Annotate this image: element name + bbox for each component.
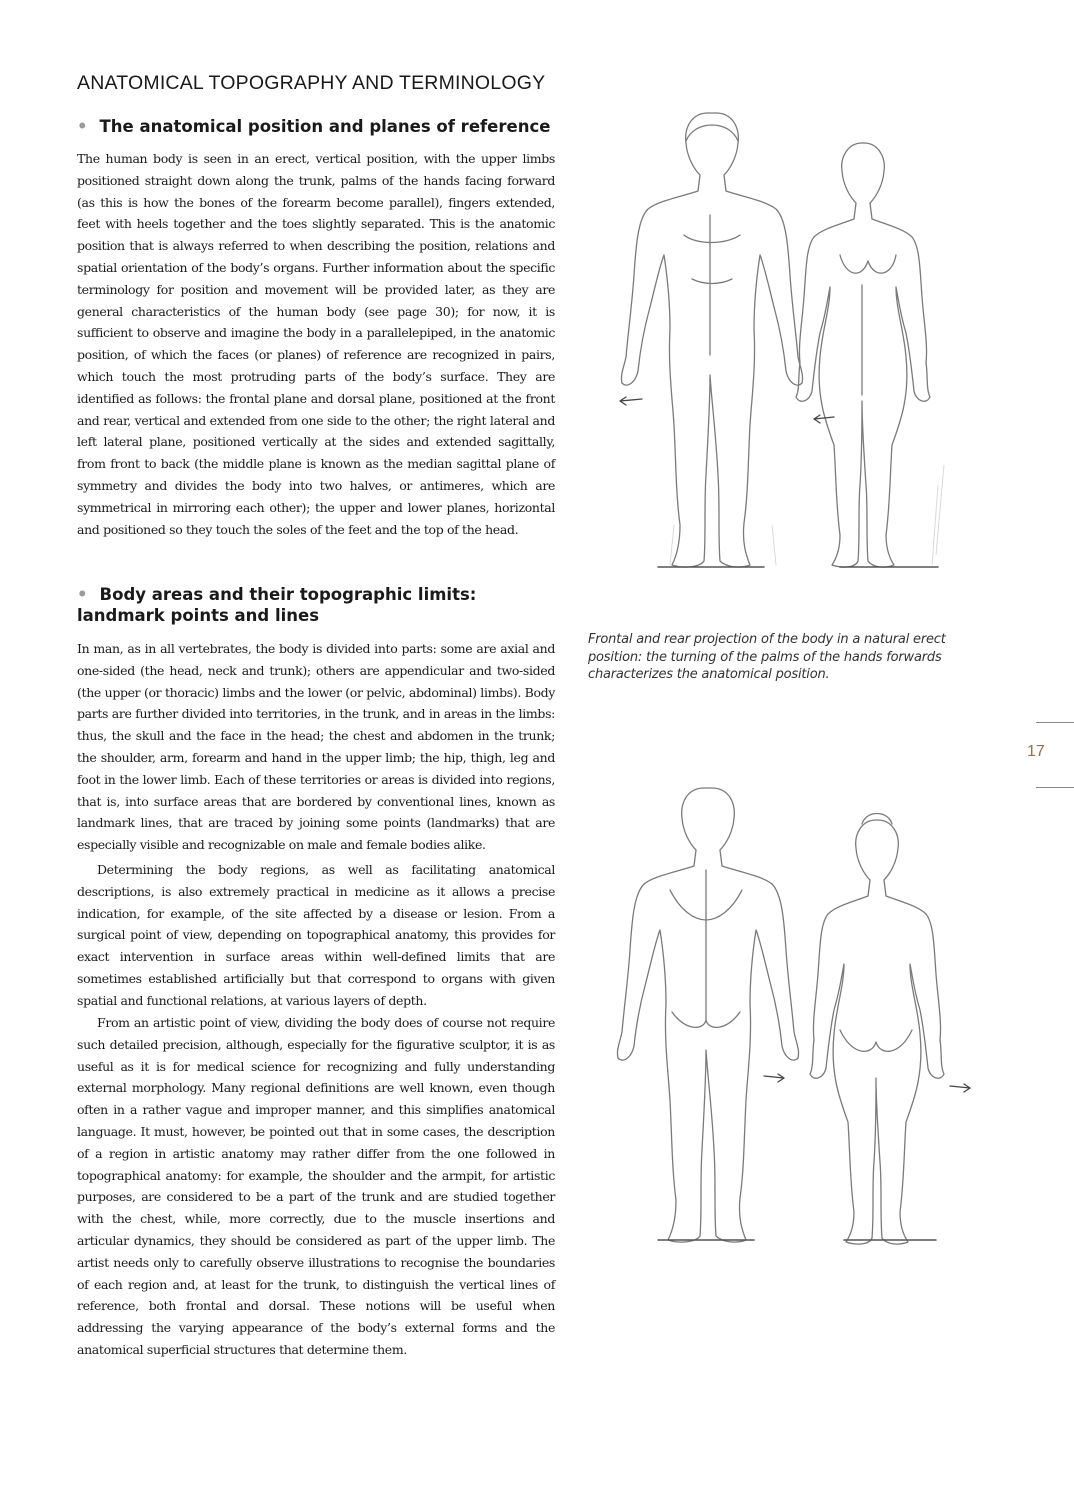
page-edge-rule-bottom bbox=[1036, 787, 1074, 788]
page-edge-rule-top bbox=[1036, 722, 1074, 723]
bullet-icon: • bbox=[77, 117, 88, 136]
figure-rear-projection bbox=[600, 780, 990, 1255]
paragraph-artistic-view: From an artistic point of view, dividing the body does of course not require such detailed precision, although, especially for the figurative sculptor, it is as useful as it is for medical science for recognizing and fully understanding external morphology. Many regional definitions are well known, even though often in a rather vague and improper manner, and this simplifies anatomical language. It must, however, be pointed out that in some cases, the description of a region in artistic anatomy may rather differ from the one followed in topographical anatomy: for example, the shoulder and the armpit, for artistic purposes, are considered to be a part of the trunk and are studied together with the chest, while, more correctly, due to the muscle insertions and articular dynamics, they should be considered as part of the upper limb. The artist needs only to carefully observe illustrations to recognise the boundaries of each region and, at least for the trunk, to distinguish the vertical lines of reference, both frontal and dorsal. These notions will be useful when addressing the varying appearance of the body’s external forms and the anatomical superficial structures that determine them. bbox=[77, 1015, 555, 1357]
frontal-figures-drawing bbox=[600, 105, 990, 585]
section-heading-text: Body areas and their topographic limits: landmark points and lines bbox=[77, 585, 477, 625]
chapter-title: ANATOMICAL TOPOGRAPHY AND TERMINOLOGY bbox=[77, 72, 546, 94]
page-number: 17 bbox=[1027, 743, 1045, 760]
section-heading-text: The anatomical position and planes of reference bbox=[99, 117, 551, 136]
rear-figures-drawing bbox=[600, 780, 990, 1255]
female-front-figure bbox=[796, 143, 930, 567]
paragraph-medical-regions: Determining the body regions, as well as facilitating anatomical descriptions, is also extremely practical in medicine as it allows a precise indication, for example, of the site affected by a disease or lesion. From a surgical point of view, depending on topographical anatomy, this provides for exact intervention in surface areas within well-defined limits that are sometimes established artificially but that correspond to organs with given spatial and functional relations, at various layers of depth. bbox=[77, 862, 555, 1008]
paragraph-anatomical-position: The human body is seen in an erect, vertical position, with the upper limbs positioned straight down along the trunk, palms of the hands facing forward (as this is how the bones of the forearm become parallel), fingers extended, feet with heels together and the toes slightly separated. This is the anatomic position that is always referred to when describing the position, relations and spatial orientation of the body’s organs. Further information about the specific terminology for position and movement will be provided later, as they are general characteristics of the human body (see page 30); for now, it is sufficient to observe and imagine the body in a parallelepiped, in the anatomic position, of which the faces (or planes) of reference are recognized in pairs, which touch the most protruding parts of the body’s surface. They are identified as follows: the frontal plane and dorsal plane, positioned at the front and rear, vertical and extended from one side to the other; the right lateral and left lateral plane, positioned vertically at the sides and extended sagittally, from front to back (the middle plane is known as the median sagittal plane of symmetry and divides the body into two halves, or antimeres, which are symmetrical in mirroring each other); the upper and lower planes, horizontal and positioned so they touch the soles of the feet and the top of the head. bbox=[77, 151, 555, 537]
figure-frontal-projection bbox=[600, 105, 990, 585]
paragraph-body-parts: In man, as in all vertebrates, the body is divided into parts: some are axial and one-sided (the head, neck and trunk); others are appendicular and two-sided (the upper (or thoracic) limbs and the lower (or pelvic, abdominal) limbs). Body parts are further divided into territories, in the trunk, and in areas in the limbs: thus, the skull and the face in the head; the chest and abdomen in the trunk; the shoulder, arm, forearm and hand in the upper limb; the hip, thigh, leg and foot in the lower limb. Each of these territories or areas is divided into regions, that is, into surface areas that are bordered by conventional lines, known as landmark lines, that are traced by joining some points (landmarks) that are especially visible and recognizable on male and female bodies alike. bbox=[77, 641, 555, 853]
bullet-icon: • bbox=[77, 585, 88, 604]
male-rear-figure bbox=[617, 788, 798, 1242]
section-heading-body-areas bbox=[77, 584, 557, 626]
section-heading-anatomical-position bbox=[77, 116, 557, 137]
male-front-figure bbox=[621, 113, 802, 567]
figure-caption: Frontal and rear projection of the body in a natural erect position: the turning of the palms of the hands forwards characterizes the anatomical position. bbox=[588, 632, 946, 682]
female-rear-figure bbox=[810, 820, 944, 1244]
